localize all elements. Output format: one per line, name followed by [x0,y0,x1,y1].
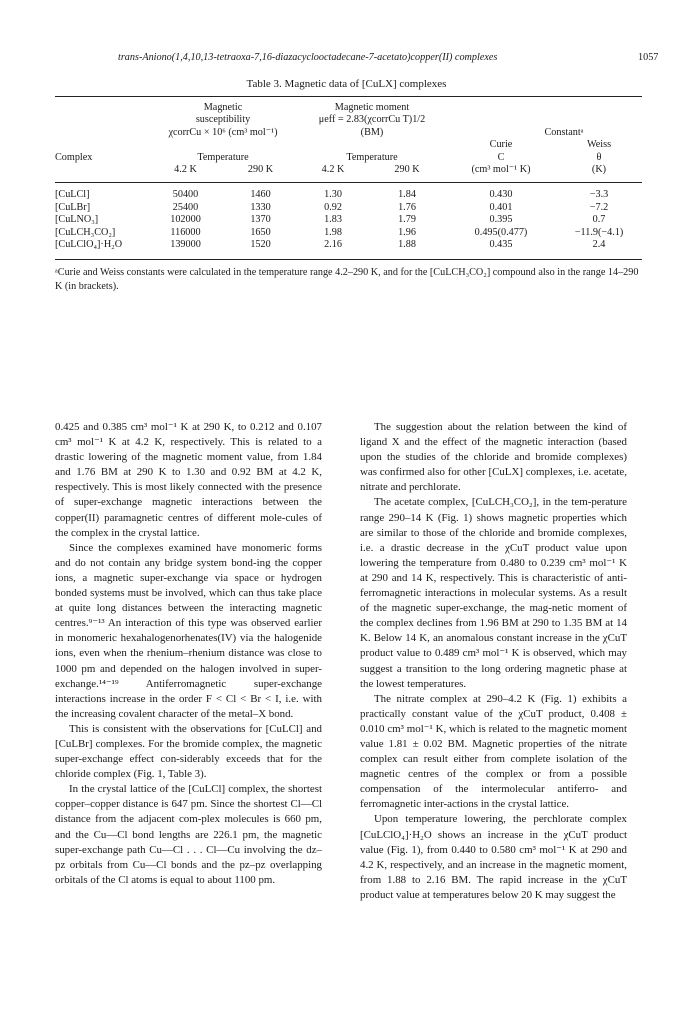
table-cell-complex: [CuLClO₄]·H₂O [55,239,123,251]
table-cell-mu-290k: 1.84 [398,189,416,201]
right-paragraph-1: The suggestion about the relation between the kind of ligand X and the effect of the magnetic interaction (based upon the studies of the chloride and bromide complexes) was confirmed also for other [CuLX] complexes, i.e. acetate, nitrate and perchlorate. [360,421,627,494]
left-column [55,420,322,888]
right-column [360,420,627,903]
table-head-susceptibility-2: susceptibility [195,114,251,126]
table-cell-weiss: 0.7 [592,214,606,226]
table-head-susceptibility-unit: χcorrCu × 10⁶ (cm³ mol⁻¹) [168,126,278,138]
table-cell-curie: 0.395 [489,214,513,226]
table-head-temperature-a: Temperature [197,151,249,163]
running-title: trans-Aniono(1,4,10,13-tetraoxa-7,16-diazacyclooctadecane-7-acetato)copper(II) complexes [118,52,498,63]
table-cell-mu-290k: 1.96 [398,226,416,238]
table-row [55,214,642,226]
table-cell-mu-4k: 1.98 [324,226,342,238]
table-cell-curie: 0.430 [489,189,513,201]
table-cell-chi-290k: 1460 [250,189,271,201]
page-number: 1057 [638,52,659,63]
table-cell-complex: [CuLNO₃] [55,214,99,226]
table-head-curie: Curie [489,139,513,151]
table-cell-weiss: −11.9(−4.1) [574,226,624,238]
table-head-curie-symbol: C [497,151,505,163]
table-cell-weiss: −7.2 [589,201,609,213]
left-paragraph-3: This is consistent with the observations for [CuLCl] and [CuLBr] complexes. For the bromide complex, the magnetic super-exchange effect con-siderably exceeds that for the chloride complex (Fig. 1, Table 3). [55,722,322,781]
table-cell-complex: [CuLCl] [55,189,90,201]
left-paragraph-4: In the crystal lattice of the [CuLCl] complex, the shortest copper–copper distance is 647 pm. Since the shortest Cl—Cl distance from the adjacent com-plex molecules is 660 pm, and the Cu—Cl bond lengths are 226.1 pm, the magnetic super-exchange path Cu—Cl . . . Cl—Cu involving the dz–pz orbitals from Cu—Cl bonds and the pz–pz overlapping orbitals of the Cl atoms is equal to about 1100 pm. [55,783,322,886]
table-cell-chi-290k: 1650 [250,226,271,238]
table-row [55,202,642,214]
table-cell-mu-4k: 1.30 [324,189,342,201]
right-paragraph-2: The acetate complex, [CuLCH₃CO₂], in the tem-perature range 290–14 K (Fig. 1) shows magnetic properties which are similar to those of the chloride and bromide complexes, i.e. a drastic decrease in the χCuT product value upon lowering the temperature from 0.480 to 0.239 cm³ mol⁻¹ K at 290 and 14 K, respectively. This is characteristic of anti-ferromagnetic interactions in molecular systems. As a result of the magnetic super-exchange, the mag-netic moment of the complex declines from 1.96 BM at 290 to 1.35 BM at 14 K. Below 14 K, an anomalous constant increase in the χCuT product value to 0.489 cm³ mol⁻¹ K is observed, which may suggest a transition to the long ordering magnetic phase at the lowest temperatures. [360,496,627,690]
table-row [55,239,642,251]
table-head-constant: Constantᵃ [544,126,584,138]
table-head-t290b: 290 K [394,164,420,176]
table-cell-curie: 0.495(0.477) [474,226,528,238]
table-cell-mu-290k: 1.79 [398,214,416,226]
right-paragraph-3: The nitrate complex at 290–4.2 K (Fig. 1) exhibits a practically constant value of the χCuT product, 0.408 ± 0.010 cm³ mol⁻¹ K, which is related to the magnetic moment value 1.81 ± 0.02 BM. Magnetic properties of the nitrate complex can result either from complete isolation of the magnetic centres of the complex or from a possible compensation of the intermolecular antiferro- and ferromagnetic inter-actions in the crystal lattice. [360,692,627,811]
table-cell-chi-4k: 102000 [170,214,201,226]
table-row [55,227,642,239]
table-cell-chi-4k: 116000 [170,226,201,238]
table-cell-chi-4k: 50400 [172,189,199,201]
table-caption: Table 3. Magnetic data of [CuLX] complexes [246,78,447,90]
table-head-weiss-unit: (K) [591,164,607,176]
table-cell-mu-4k: 2.16 [324,239,342,251]
table-cell-complex: [CuLCH₃CO₂] [55,226,116,238]
table-head-t290a: 290 K [247,164,274,176]
table-cell-mu-4k: 0.92 [324,201,342,213]
table-cell-mu-4k: 1.83 [324,214,342,226]
table-head-moment: Magnetic moment [334,102,410,113]
table-head-curie-unit: (cm³ mol⁻¹ K) [471,164,531,176]
table-cell-curie: 0.401 [489,201,513,213]
left-paragraph-2: Since the complexes examined have monomeric forms and do not contain any bridge system bond-ing the copper ions, a magnetic super-exchange via space or hydrogen bonded systems must be involved, which can thus take place at quite long distances between the interacting magnetic centres.⁹⁻¹³ An interaction of this type was observed earlier in monomeric hexahalogenorhenates(IV) via the halogenide ions, even when the rhenium–rhenium distance was close to 1000 pm and depended on the halogen involved in super-exchange.¹⁴⁻¹⁹ Antiferromagnetic super-exchange interactions increase in the order F < Cl < Br < I, i.e. with the increasing covalent character of the metal–X bond. [55,541,322,720]
table-cell-chi-290k: 1520 [250,239,271,251]
table-cell-curie: 0.435 [489,239,513,251]
table-head-moment-formula: μeff = 2.83(χcorrCu T)1/2 [318,114,426,126]
table-top-rule [55,96,642,97]
table-cell-chi-290k: 1330 [250,201,271,213]
table-cell-chi-4k: 139000 [170,239,201,251]
table-cell-weiss: −3.3 [589,189,609,201]
table-head-susceptibility: Magnetic [203,102,243,113]
table-cell-mu-290k: 1.76 [398,201,416,213]
table-cell-complex: [CuLBr] [55,201,91,213]
table-footnote: ᵃCurie and Weiss constants were calculated in the temperature range 4.2–290 K, and for the [CuLCH₃CO₂] compound also in the range 14–290 K (in brackets). [55,267,639,292]
table-cell-chi-290k: 1370 [250,214,271,226]
table-head-complex: Complex [55,151,93,163]
table-cell-weiss: 2.4 [592,239,606,251]
left-paragraph-1: 0.425 and 0.385 cm³ mol⁻¹ K at 290 K, to 0.212 and 0.107 cm³ mol⁻¹ K at 4.2 K, respectively. This is related to a drastic lowering of the magnetic moment value, from 1.84 and 1.76 BM at 290 K to 1.30 and 0.92 BM at 4.2 K, respectively. This is most likely connected with the presence of super-exchange magnetic interactions between the copper(II) paramagnetic centres of different mole-cules of the complex in the crystal lattice. [55,421,322,539]
table-head-t42a: 4.2 K [174,164,197,176]
magnetic-data-table [55,102,642,260]
right-paragraph-4: Upon temperature lowering, the perchlorate complex [CuLClO₄]·H₂O shows an increase in the χCuT product value (Fig. 1), from 0.440 to 0.580 cm³ mol⁻¹ K at 290 and 4.2 K, respectively, and an increase in the magnetic moment, from 1.88 to 2.16 BM. The rapid increase in the χCuT product value at temperatures below 20 K may suggest the [360,813,627,901]
table-head-temperature-b: Temperature [346,151,398,163]
table-cell-mu-290k: 1.88 [398,239,416,251]
table-head-moment-unit: (BM) [360,126,384,138]
running-header [0,52,693,66]
table-head-t42b: 4.2 K [321,164,345,176]
table-head-weiss-symbol: θ [596,151,602,163]
table-cell-chi-4k: 25400 [172,201,199,213]
table-head-weiss: Weiss [586,139,612,151]
table-row [55,189,642,201]
